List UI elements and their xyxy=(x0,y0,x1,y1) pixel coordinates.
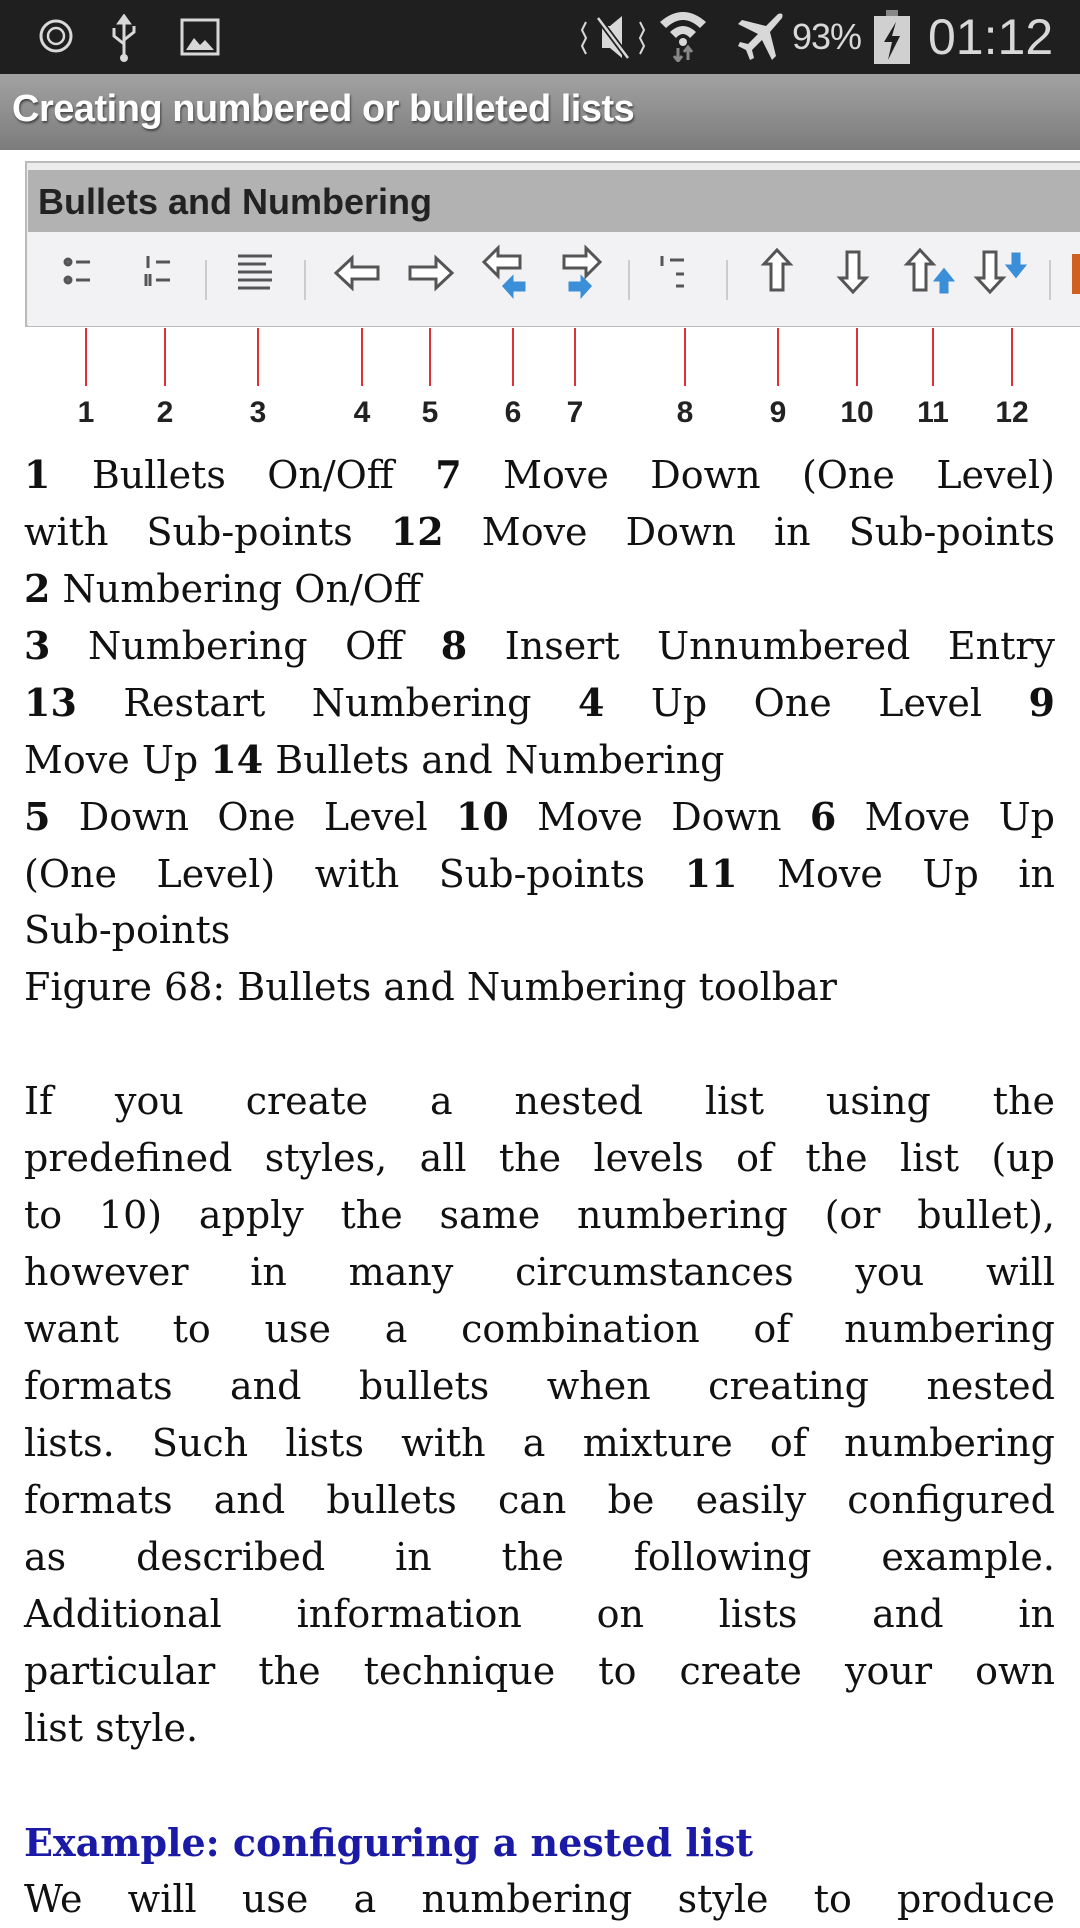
battery-percent: 93% xyxy=(792,16,862,57)
paragraph-line: want to use a combination of numbering xyxy=(24,1307,1055,1351)
callout-number: 2 xyxy=(156,396,174,429)
legend-number: 14 xyxy=(210,737,264,782)
legend-line xyxy=(24,617,1055,674)
legend-number: 1 xyxy=(24,452,51,497)
airplane-icon xyxy=(734,10,786,62)
legend-number: 7 xyxy=(435,452,462,497)
legend-text: Move Down in Sub-points xyxy=(443,510,1055,554)
title-bar xyxy=(0,74,1080,150)
clock: 01:12 xyxy=(928,9,1054,65)
legend-text: Sub-points xyxy=(24,908,231,952)
callout-number: 4 xyxy=(353,396,371,429)
legend-number: 10 xyxy=(455,794,509,839)
usb-icon xyxy=(108,14,140,64)
legend-number: 3 xyxy=(24,623,51,668)
paragraph-line: If you create a nested list using the xyxy=(24,1079,1055,1123)
callout-number: 10 xyxy=(840,396,874,429)
figure-legend xyxy=(24,446,1055,959)
callout-number: 1 xyxy=(77,396,95,429)
image-icon xyxy=(180,18,220,56)
legend-text: Move Up xyxy=(24,738,211,782)
paragraph-line: however in many circumstances you will xyxy=(24,1250,1055,1294)
paragraph-line: as described in the following example. xyxy=(24,1535,1055,1579)
legend-number: 5 xyxy=(24,794,51,839)
legend-text: Bullets On/Off xyxy=(50,453,436,497)
callout-number: 9 xyxy=(769,396,787,429)
paragraph-line: formats and bullets when creating nested xyxy=(24,1364,1055,1408)
battery-charging-icon xyxy=(872,10,912,64)
mute-vibrate-icon xyxy=(578,14,648,60)
legend-text: Move Down (One Level) xyxy=(461,453,1055,497)
page-title: Creating numbered or bulleted lists xyxy=(12,88,635,130)
legend-text: Bullets and Numbering xyxy=(263,738,725,782)
body-text-line: We will use a numbering style to produce xyxy=(24,1877,1055,1921)
paragraph-line: to 10) apply the same numbering (or bullet), xyxy=(24,1193,1055,1237)
callout-number: 11 xyxy=(917,396,949,429)
legend-line xyxy=(24,446,1055,503)
sync-icon xyxy=(36,14,76,58)
legend-line xyxy=(24,503,1055,560)
legend-text: Restart Numbering xyxy=(76,681,578,725)
legend-text: with Sub-points xyxy=(24,510,391,554)
legend-text: (One Level) with Sub-points xyxy=(24,852,685,896)
paragraph-line: Additional information on lists and in xyxy=(24,1592,1055,1636)
legend-line xyxy=(24,674,1055,731)
callout-number: 7 xyxy=(566,396,584,429)
legend-text: Up One Level xyxy=(604,681,1029,725)
legend-number: 8 xyxy=(440,623,468,668)
legend-text: Down One Level xyxy=(50,795,456,839)
paragraph-line: predefined styles, all the levels of the list (up xyxy=(24,1136,1055,1180)
toolbar-title: Bullets and Numbering xyxy=(38,181,433,222)
legend-text: Move Down xyxy=(508,795,810,839)
legend-number: 6 xyxy=(809,794,837,839)
legend-text: Move Up xyxy=(836,795,1055,839)
body-paragraph xyxy=(24,1073,1055,1757)
legend-number: 13 xyxy=(24,680,77,725)
paragraph-line: lists. Such lists with a mixture of numbering xyxy=(24,1421,1055,1465)
legend-number: 2 xyxy=(24,566,51,611)
legend-line xyxy=(24,731,1055,788)
legend-line xyxy=(24,902,1055,959)
legend-number: 9 xyxy=(1028,680,1055,725)
callout-number: 8 xyxy=(676,396,694,429)
paragraph-line: particular the technique to create your own xyxy=(24,1649,1055,1693)
figure-caption: Figure 68: Bullets and Numbering toolbar xyxy=(24,965,837,1009)
legend-text: Numbering Off xyxy=(50,624,441,668)
legend-line xyxy=(24,845,1055,902)
legend-number: 4 xyxy=(577,680,605,725)
callout-number: 3 xyxy=(249,396,267,429)
document-body xyxy=(24,446,1055,1928)
legend-text: Move Up in xyxy=(737,852,1055,896)
paragraph-line: list style. xyxy=(24,1706,199,1750)
status-bar xyxy=(0,0,1080,74)
callout-number: 5 xyxy=(421,396,439,429)
callout-number: 6 xyxy=(504,396,522,429)
toolbar-figure xyxy=(0,150,1080,430)
legend-text: Numbering On/Off xyxy=(50,567,421,611)
paragraph-line: formats and bullets can be easily configured xyxy=(24,1478,1055,1522)
section-heading: Example: configuring a nested list xyxy=(24,1820,754,1865)
callout-number: 12 xyxy=(995,396,1029,429)
legend-number: 12 xyxy=(390,509,444,554)
wifi-icon xyxy=(658,8,708,62)
legend-line xyxy=(24,788,1055,845)
legend-line xyxy=(24,560,1055,617)
legend-number: 11 xyxy=(684,851,738,896)
legend-text: Insert Unnumbered Entry xyxy=(467,624,1055,668)
